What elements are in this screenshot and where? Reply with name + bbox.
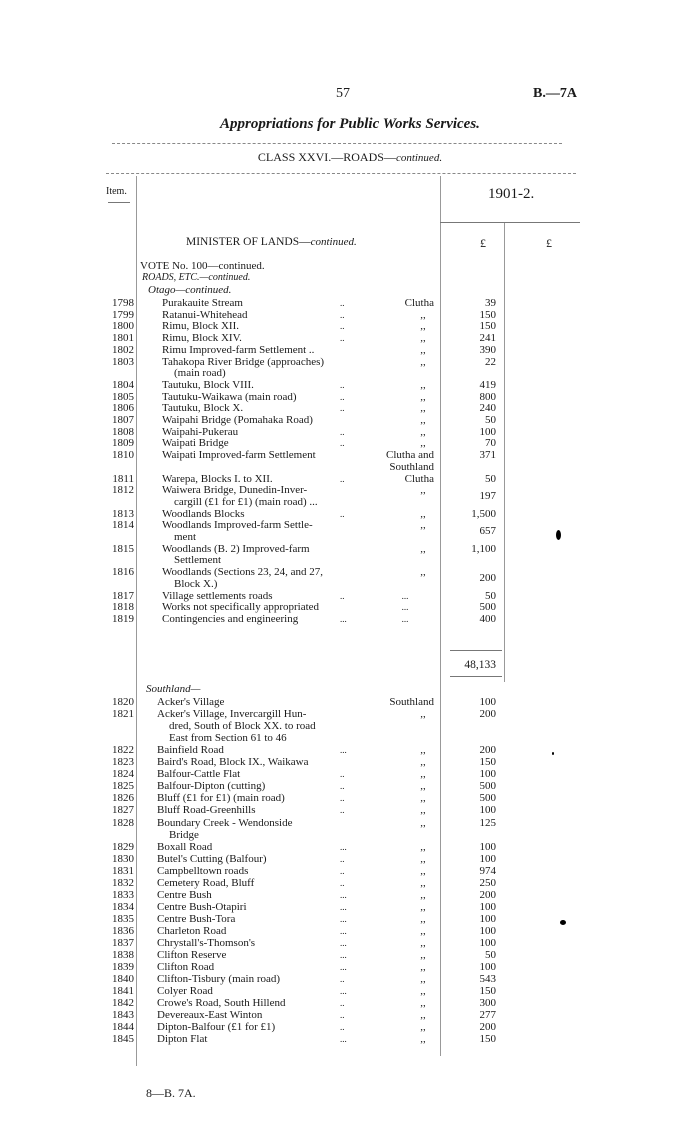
item-description: Tahakopa River Bridge (approaches) (162, 355, 325, 368)
amount: 150 (479, 320, 496, 333)
item-number: 1834 (112, 900, 134, 913)
district-label: Clutha (404, 297, 434, 309)
amount: 200 (479, 708, 496, 721)
item-description-continued: dred, South of Block XX. to road (169, 720, 316, 733)
district-label: ,, (420, 912, 426, 925)
district-label: ... (401, 590, 409, 601)
item-description: Centre Bush (157, 888, 212, 901)
item-description: Waipahi-Pukerau (162, 425, 239, 438)
amount: 200 (479, 572, 496, 585)
leader-dots: ... (340, 962, 347, 973)
amount: 100 (479, 804, 496, 817)
amount: 125 (479, 816, 496, 829)
header-divider (106, 173, 576, 174)
district-label: ,, (420, 566, 426, 579)
amount: 400 (479, 612, 496, 625)
item-description: Woodlands (B. 2) Improved-farm (162, 542, 310, 555)
item-number: 1828 (112, 816, 134, 829)
leader-dots: ... (340, 889, 347, 900)
district-label: Clutha and (386, 449, 434, 462)
item-description: Waipati Bridge (162, 437, 229, 450)
item-number: 1844 (112, 1021, 134, 1034)
district-label: ,, (420, 343, 426, 356)
amount: 200 (479, 744, 496, 757)
item-description: Village settlements roads (162, 589, 273, 602)
currency-label-1: £ (480, 236, 486, 250)
item-description: Ratanui-Whitehead (162, 308, 248, 321)
district-label: ,, (420, 542, 426, 555)
amount: 39 (485, 297, 496, 309)
district-label: ,, (420, 1033, 426, 1046)
amount: 50 (485, 589, 496, 602)
district-label: ,, (420, 864, 426, 877)
item-description: Campbelltown roads (157, 864, 249, 877)
item-description: Bluff Road-Greenhills (157, 804, 256, 817)
leader-dots: .. (340, 321, 345, 332)
document-code: B.—7A (533, 86, 577, 101)
item-number: 1827 (112, 804, 134, 817)
district-label: ,, (420, 961, 426, 974)
leader-dots: .. (340, 853, 345, 864)
leader-dots: .. (340, 805, 345, 816)
amount: 100 (479, 900, 496, 913)
item-number: 1837 (112, 937, 134, 949)
leader-dots: .. (340, 974, 345, 985)
district-label: Clutha (404, 472, 434, 485)
item-description-continued: Settlement (174, 554, 222, 567)
item-number: 1841 (112, 985, 134, 998)
item-number: 1842 (112, 997, 134, 1010)
item-number: 1802 (112, 343, 134, 356)
item-description: Purakauite Stream (162, 297, 243, 309)
district-label: ,, (420, 507, 426, 520)
item-description-continued: East from Section 61 to 46 (169, 732, 287, 745)
district-label: ,, (420, 519, 426, 532)
year-divider (440, 222, 580, 223)
item-number: 1831 (112, 864, 134, 877)
item-number: 1822 (112, 744, 134, 757)
item-description: Balfour-Dipton (cutting) (157, 780, 266, 793)
district-label: ,, (420, 900, 426, 913)
district-label: ,, (420, 973, 426, 986)
item-description: Rimu Improved-farm Settlement .. (162, 343, 315, 356)
item-number: 1821 (112, 708, 134, 721)
leader-dots: ... (340, 938, 347, 948)
item-description: Waipahi Bridge (Pomahaka Road) (162, 414, 313, 426)
leader-dots: .. (340, 1022, 345, 1033)
district-label: ,, (420, 816, 426, 829)
page-number: 57 (336, 86, 350, 101)
item-number: 1813 (112, 507, 134, 520)
leader-dots: ... (340, 1034, 347, 1045)
item-description: Tautuku-Waikawa (main road) (162, 390, 297, 403)
district-label: ,, (420, 924, 426, 937)
item-number: 1806 (112, 402, 134, 415)
item-description: Tautuku, Block X. (162, 402, 244, 415)
district-label: ,, (420, 1021, 426, 1034)
item-number: 1829 (112, 840, 134, 853)
district-label: ,, (420, 756, 426, 769)
amount: 1,100 (471, 542, 496, 555)
item-number: 1845 (112, 1033, 134, 1046)
amount: 390 (479, 343, 496, 356)
district-label: ,, (420, 768, 426, 781)
amount: 277 (479, 1009, 496, 1022)
item-number: 1810 (112, 449, 134, 462)
amount: 240 (479, 402, 496, 415)
item-number: 1803 (112, 355, 134, 368)
amount: 197 (479, 490, 496, 503)
leader-dots: .. (340, 508, 345, 519)
district-label: ,, (420, 888, 426, 901)
item-number: 1830 (112, 852, 134, 865)
item-number: 1812 (112, 484, 134, 497)
item-number: 1815 (112, 542, 134, 555)
minister-heading: MINISTER OF LANDS—continued. (186, 236, 357, 248)
amount: 22 (485, 355, 496, 368)
district-label: ,, (420, 308, 426, 321)
amount: 50 (485, 949, 496, 962)
item-number: 1840 (112, 973, 134, 986)
item-description-continued: cargill (£1 for £1) (main road) ... (174, 495, 318, 508)
item-description: Colyer Road (157, 985, 213, 998)
amount: 150 (479, 985, 496, 998)
item-number: 1801 (112, 332, 134, 345)
southland-heading: Southland— (146, 683, 201, 695)
top-divider (112, 143, 562, 144)
page-title: Appropriations for Public Works Services. (220, 116, 480, 132)
item-description-continued: (main road) (174, 367, 226, 380)
leader-dots: ... (340, 841, 347, 852)
item-number: 1798 (112, 297, 134, 309)
item-number: 1819 (112, 612, 134, 625)
leader-dots: .. (340, 877, 345, 888)
leader-dots: ... (340, 986, 347, 997)
item-description: Woodlands (Sections 23, 24, and 27, (162, 566, 324, 579)
amount-column-rule (440, 176, 441, 1056)
item-description: Woodlands Blocks (162, 507, 245, 520)
leader-dots: .. (340, 391, 345, 402)
district-label: ,, (420, 437, 426, 450)
item-description: Rimu, Block XII. (162, 320, 239, 333)
item-number: 1836 (112, 924, 134, 937)
amount: 419 (479, 378, 496, 391)
leader-dots: ... (340, 913, 347, 924)
item-number: 1835 (112, 912, 134, 925)
item-number: 1799 (112, 308, 134, 321)
item-number: 1838 (112, 949, 134, 962)
amount: 150 (479, 1033, 496, 1046)
item-description: Centre Bush-Tora (157, 912, 236, 925)
item-number: 1811 (112, 472, 134, 485)
district-label: ... (401, 613, 409, 624)
item-description: Contingencies and engineering (162, 612, 299, 625)
leader-dots: ... (340, 613, 347, 624)
year-heading: 1901-2. (488, 186, 535, 202)
district-label: ,, (420, 484, 426, 497)
item-number: 1820 (112, 696, 134, 708)
item-description: Chrystall's-Thomson's (157, 937, 256, 949)
district-label: ,, (420, 804, 426, 817)
item-description: Butel's Cutting (Balfour) (157, 852, 267, 865)
item-number: 1824 (112, 768, 134, 781)
item-description-continued: ment (174, 531, 196, 543)
district-label: ,, (420, 402, 426, 415)
leader-dots: ... (340, 950, 347, 961)
ink-blot (556, 530, 561, 540)
item-description: Charleton Road (157, 924, 227, 937)
leader-dots: .. (340, 309, 345, 320)
item-description: Devereaux-East Winton (157, 1009, 263, 1022)
district-label: ,, (420, 378, 426, 391)
amount: 500 (479, 780, 496, 793)
item-description: Bainfield Road (157, 744, 224, 757)
item-number: 1818 (112, 601, 134, 614)
item-description-continued: Block X.) (174, 577, 218, 590)
district-label: ,, (420, 949, 426, 962)
leader-dots: .. (340, 333, 345, 344)
amount: 657 (479, 525, 496, 538)
item-column-header: Item. (106, 186, 127, 197)
item-description: Crowe's Road, South Hillend (157, 997, 286, 1010)
currency-label-2: £ (546, 236, 552, 250)
leader-dots: ... (340, 745, 347, 756)
item-description: Tautuku, Block VIII. (162, 378, 254, 391)
item-description: Centre Bush-Otapiri (157, 900, 247, 913)
district-label: ,, (420, 425, 426, 438)
amount: 100 (479, 924, 496, 937)
leader-dots: .. (340, 379, 345, 390)
district-label: Southland (389, 696, 434, 708)
amount: 100 (479, 912, 496, 925)
item-number: 1800 (112, 320, 134, 333)
district-label: ,, (420, 997, 426, 1010)
leader-dots: .. (340, 793, 345, 804)
amount: 500 (479, 601, 496, 614)
item-description: Rimu, Block XIV. (162, 332, 242, 345)
district-label: ,, (420, 414, 426, 426)
amount: 800 (479, 390, 496, 403)
leader-dots: .. (340, 590, 345, 601)
amount: 150 (479, 756, 496, 769)
page-footer: 8—B. 7A. (146, 1086, 196, 1100)
item-number: 1839 (112, 961, 134, 974)
amount: 1,500 (471, 507, 496, 520)
item-description: Woodlands Improved-farm Settle- (162, 519, 313, 532)
amount: 974 (479, 864, 496, 877)
item-number: 1808 (112, 425, 134, 438)
total-bottom-rule (450, 676, 502, 677)
item-description: Acker's Village (157, 696, 225, 708)
leader-dots: .. (340, 781, 345, 792)
item-description: Waipati Improved-farm Settlement (162, 449, 316, 462)
district-label: ,, (420, 840, 426, 853)
item-number: 1832 (112, 876, 134, 889)
district-label: ... (401, 602, 409, 613)
item-description-continued: Bridge (169, 828, 199, 841)
amount: 200 (479, 1021, 496, 1034)
amount: 371 (479, 449, 496, 462)
item-number: 1843 (112, 1009, 134, 1022)
district-label: ,, (420, 744, 426, 757)
item-number: 1823 (112, 756, 134, 769)
leader-dots: .. (340, 473, 345, 484)
district-label: ,, (420, 780, 426, 793)
leader-dots: .. (340, 769, 345, 780)
total-column-rule (504, 222, 505, 682)
item-description: Waiwera Bridge, Dunedin-Inver- (162, 484, 308, 497)
item-header-underline (108, 202, 130, 203)
district-label: ,, (420, 332, 426, 345)
district-label: ,, (420, 390, 426, 403)
item-number: 1826 (112, 792, 134, 805)
amount: 100 (479, 425, 496, 438)
leader-dots: .. (340, 298, 345, 308)
item-description: Works not specifically appropriated (162, 601, 320, 614)
total-top-rule (450, 650, 502, 651)
item-description: Baird's Road, Block IX., Waikawa (157, 756, 309, 769)
item-description: Balfour-Cattle Flat (157, 768, 241, 781)
leader-dots: ... (340, 901, 347, 912)
leader-dots: .. (340, 865, 345, 876)
item-description: Dipton-Balfour (£1 for £1) (157, 1021, 276, 1034)
item-description: Bluff (£1 for £1) (main road) (157, 792, 285, 805)
amount: 300 (479, 997, 496, 1010)
amount: 250 (479, 876, 496, 889)
leader-dots: .. (340, 438, 345, 449)
amount: 100 (479, 852, 496, 865)
district-label: ,, (420, 985, 426, 998)
item-number: 1833 (112, 888, 134, 901)
leader-dots: ... (340, 925, 347, 936)
district-label: ,, (420, 708, 426, 721)
amount: 100 (479, 840, 496, 853)
item-number: 1817 (112, 589, 134, 602)
amount: 100 (479, 961, 496, 974)
item-description: Boundary Creek - Wendonside (157, 816, 293, 829)
otago-total: 48,133 (464, 659, 496, 671)
district-label: ,, (420, 355, 426, 368)
item-description: Boxall Road (157, 840, 213, 853)
item-description: Clifton Road (157, 961, 215, 974)
leader-dots: .. (340, 1010, 345, 1021)
item-description: Acker's Village, Invercargill Hun- (157, 708, 307, 721)
vote-heading: VOTE No. 100—continued. (140, 260, 265, 272)
leader-dots: .. (340, 426, 345, 437)
item-number: 1807 (112, 414, 134, 426)
amount: 543 (479, 973, 496, 986)
item-description: Warepa, Blocks I. to XII. (162, 472, 273, 485)
item-number: 1805 (112, 390, 134, 403)
district-label: ,, (420, 852, 426, 865)
amount: 150 (479, 308, 496, 321)
amount: 100 (479, 937, 496, 949)
district-label: ,, (420, 320, 426, 333)
amount: 50 (485, 472, 496, 485)
item-description: Cemetery Road, Bluff (157, 876, 255, 889)
district-label-continued: Southland (389, 460, 434, 473)
district-label: ,, (420, 792, 426, 805)
amount: 500 (479, 792, 496, 805)
roads-heading: ROADS, ETC.—continued. (142, 272, 251, 283)
district-label: ,, (420, 876, 426, 889)
class-heading: CLASS XXVI.—ROADS—continued. (257, 150, 443, 164)
leader-dots: .. (340, 998, 345, 1009)
leader-dots: .. (340, 403, 345, 414)
item-column-rule (136, 176, 137, 1066)
item-number: 1816 (112, 566, 134, 579)
item-description: Clifton-Tisbury (main road) (157, 973, 281, 986)
item-description: Clifton Reserve (157, 949, 227, 962)
item-description: Dipton Flat (157, 1033, 208, 1046)
ink-speck (552, 752, 554, 755)
district-label: ,, (420, 1009, 426, 1022)
amount: 100 (479, 696, 496, 708)
item-number: 1804 (112, 378, 134, 391)
amount: 241 (479, 332, 496, 345)
ink-blot (560, 920, 566, 925)
item-number: 1809 (112, 437, 134, 450)
amount: 70 (485, 437, 496, 450)
otago-heading: Otago—continued. (148, 284, 232, 296)
amount: 200 (479, 888, 496, 901)
amount: 100 (479, 768, 496, 781)
district-label: ,, (420, 937, 426, 949)
amount: 50 (485, 414, 496, 426)
item-number: 1814 (112, 519, 134, 532)
item-number: 1825 (112, 780, 134, 793)
